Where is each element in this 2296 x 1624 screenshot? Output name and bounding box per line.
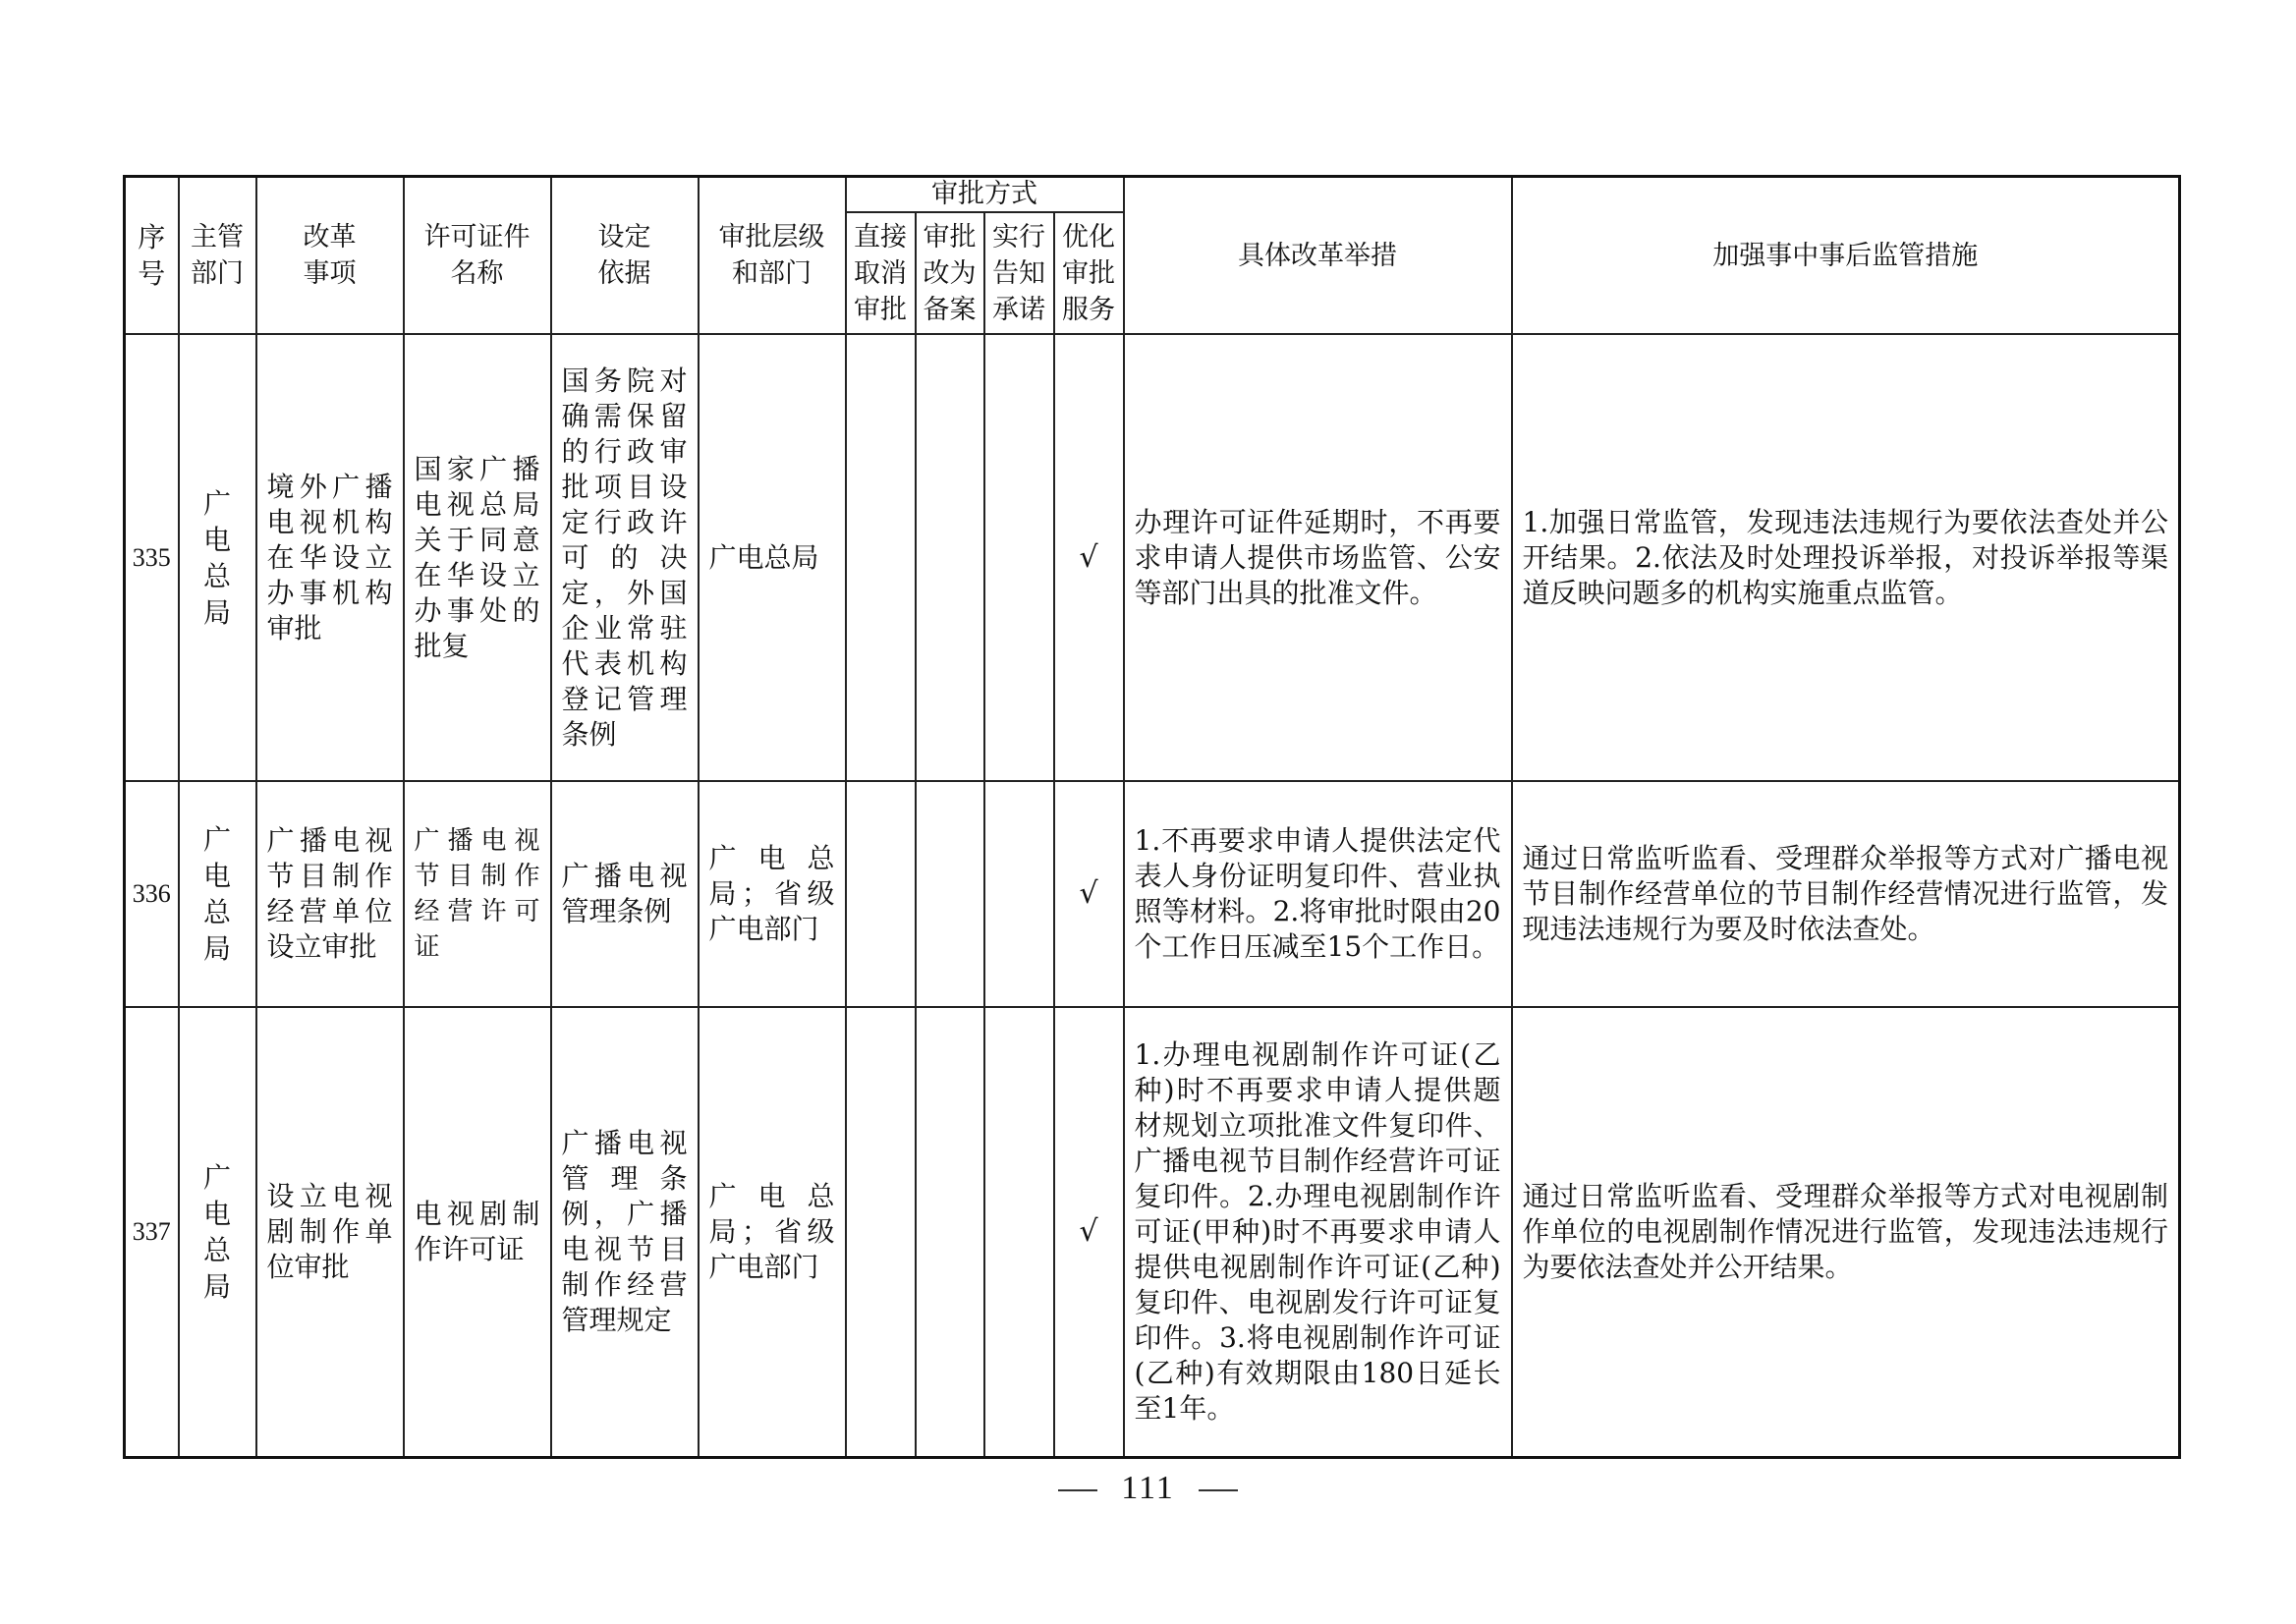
row-method-optimize-check: √ <box>1054 334 1124 781</box>
row-level: 广电总局；省级广电部门 <box>699 1007 846 1457</box>
header-method-filing: 审批改为备案 <box>916 212 984 334</box>
row-method-optimize-check: √ <box>1054 781 1124 1007</box>
row-basis: 国务院对确需保留的行政审批项目设定行政许可的决定，外国企业常驻代表机构登记管理条例 <box>551 334 699 781</box>
row-item: 境外广播电视机构在华设立办事机构审批 <box>256 334 404 781</box>
row-method-cancel <box>846 1007 916 1457</box>
table-row <box>125 334 2180 781</box>
row-seq: 337 <box>125 1007 179 1457</box>
row-dept: 广电总局 <box>179 1007 256 1457</box>
table-row <box>125 781 2180 1007</box>
header-method-optimize: 优化审批服务 <box>1054 212 1124 334</box>
header-measures: 具体改革举措 <box>1124 177 1512 335</box>
header-seq: 序号 <box>125 177 179 335</box>
row-measures: 1.办理电视剧制作许可证(乙种)时不再要求申请人提供题材规划立项批准文件复印件、广播电视节目制作经营许可证复印件。2.办理电视剧制作许可证(甲种)时不再要求申请人提供电视剧制作许可证(乙种)复印件、电视剧发行许可证复印件。3.将电视剧制作许可证(乙种)有效期限由180日延长至1年。 <box>1124 1007 1512 1457</box>
row-level: 广电总局 <box>699 334 846 781</box>
row-item: 设立电视剧制作单位审批 <box>256 1007 404 1457</box>
row-basis: 广播电视管理条例 <box>551 781 699 1007</box>
footer-dash-left <box>1058 1489 1097 1491</box>
row-license: 国家广播电视总局关于同意在华设立办事处的批复 <box>404 334 551 781</box>
page-number: 111 <box>1121 1470 1175 1506</box>
row-method-filing <box>916 1007 984 1457</box>
row-method-optimize-check: √ <box>1054 1007 1124 1457</box>
header-dept: 主管部门 <box>179 177 256 335</box>
reform-table <box>123 175 2181 1459</box>
footer-dash-right <box>1199 1489 1238 1491</box>
row-measures: 办理许可证件延期时，不再要求申请人提供市场监管、公安等部门出具的批准文件。 <box>1124 334 1512 781</box>
row-method-filing <box>916 781 984 1007</box>
row-license: 广播电视节目制作经营许可证 <box>404 781 551 1007</box>
row-level: 广电总局；省级广电部门 <box>699 781 846 1007</box>
header-method-commitment: 实行告知承诺 <box>984 212 1054 334</box>
page-footer <box>0 1470 2296 1507</box>
header-license: 许可证件名称 <box>404 177 551 335</box>
row-supervision: 通过日常监听监看、受理群众举报等方式对广播电视节目制作经营单位的节目制作经营情况进行监管，发现违法违规行为要及时依法查处。 <box>1512 781 2180 1007</box>
row-dept: 广电总局 <box>179 781 256 1007</box>
header-level: 审批层级和部门 <box>699 177 846 335</box>
row-basis: 广播电视管理条例，广播电视节目制作经营管理规定 <box>551 1007 699 1457</box>
row-item: 广播电视节目制作经营单位设立审批 <box>256 781 404 1007</box>
header-item: 改革事项 <box>256 177 404 335</box>
row-supervision: 通过日常监听监看、受理群众举报等方式对电视剧制作单位的电视剧制作情况进行监管，发现违法违规行为要依法查处并公开结果。 <box>1512 1007 2180 1457</box>
row-measures: 1.不再要求申请人提供法定代表人身份证明复印件、营业执照等材料。2.将审批时限由20个工作日压减至15个工作日。 <box>1124 781 1512 1007</box>
row-method-cancel <box>846 781 916 1007</box>
header-supervision: 加强事中事后监管措施 <box>1512 177 2180 335</box>
row-method-commitment <box>984 1007 1054 1457</box>
table-row <box>125 1007 2180 1457</box>
row-method-cancel <box>846 334 916 781</box>
row-method-commitment <box>984 334 1054 781</box>
row-method-commitment <box>984 781 1054 1007</box>
row-seq: 336 <box>125 781 179 1007</box>
row-supervision: 1.加强日常监管，发现违法违规行为要依法查处并公开结果。2.依法及时处理投诉举报，对投诉举报等渠道反映问题多的机构实施重点监管。 <box>1512 334 2180 781</box>
row-license: 电视剧制作许可证 <box>404 1007 551 1457</box>
row-dept: 广电总局 <box>179 334 256 781</box>
row-method-filing <box>916 334 984 781</box>
row-seq: 335 <box>125 334 179 781</box>
header-basis: 设定依据 <box>551 177 699 335</box>
header-method-group: 审批方式 <box>846 177 1124 213</box>
header-method-cancel: 直接取消审批 <box>846 212 916 334</box>
